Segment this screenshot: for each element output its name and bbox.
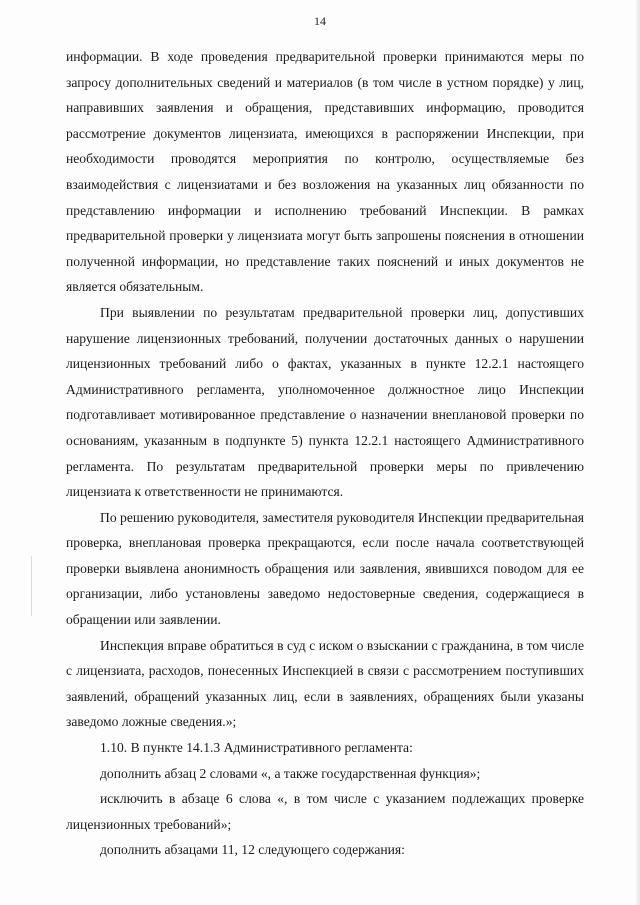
scan-artifact [31,556,32,616]
paragraph: исключить в абзаце 6 слова «, в том числе с указанием подлежащих проверке лицензионных требований»; [66,791,584,832]
paragraph: Инспекция вправе обратиться в суд с иском о взыскании с гражданина, в том числе с лицензиата, расходов, понесенных Инспекцией в связи с рассмотрением поступивших заявлений, обращений указанных лиц, если в заявлениях, обращениях были указаны заведомо ложные сведения.»; [66,637,584,730]
paragraph: дополнить абзац 2 словами «, а также государственная функция»; [100,765,481,781]
paragraph: 1.10. В пункте 14.1.3 Административного регламента: [100,740,413,756]
scan-edge-shadow [636,0,640,905]
page-number: 14 [314,14,326,28]
paragraph: дополнить абзацами 11, 12 следующего содержания: [100,842,405,858]
document-body [66,44,584,863]
paragraph: По решению руководителя, заместителя руководителя Инспекции предварительная проверка, внеплановая проверка прекращаются, если после начала соответствующей проверки выявлена анонимность обращения или заявления, явившихся поводом для ее организации, либо установлены заведомо недостоверные сведения, содержащиеся в обращении или заявлении. [66,509,584,628]
paragraph: информации. В ходе проведения предварительной проверки принимаются меры по запросу дополнительных сведений и материалов (в том числе в устном порядке) у лиц, направивших заявления и обращения, представивших информацию, проводится рассмотрение документов лицензиата, имеющихся в распоряжении Инспекции, при необходимости проводятся мероприятия по контролю, осуществляемые без взаимодействия с лицензиатами и без возложения на указанных лиц обязанности по представлению информации и исполнению требований Инспекции. В рамках предварительной проверки у лицензиата могут быть запрошены пояснения в отношении полученной информации, но представление таких пояснений и иных документов не является обязательным. [66,49,584,295]
paragraph: При выявлении по результатам предварительной проверки лиц, допустивших нарушение лицензионных требований, получении достаточных данных о нарушении лицензионных требований либо о фактах, указанных в пункте 12.2.1 настоящего Административного регламента, уполномоченное должностное лицо Инспекции подготавливает мотивированное представление о назначении внеплановой проверки по основаниям, указанным в подпункте 5) пункта 12.2.1 настоящего Административного регламента. По результатам предварительной проверки меры по привлечению лицензиата к ответственности не принимаются. [66,304,584,500]
